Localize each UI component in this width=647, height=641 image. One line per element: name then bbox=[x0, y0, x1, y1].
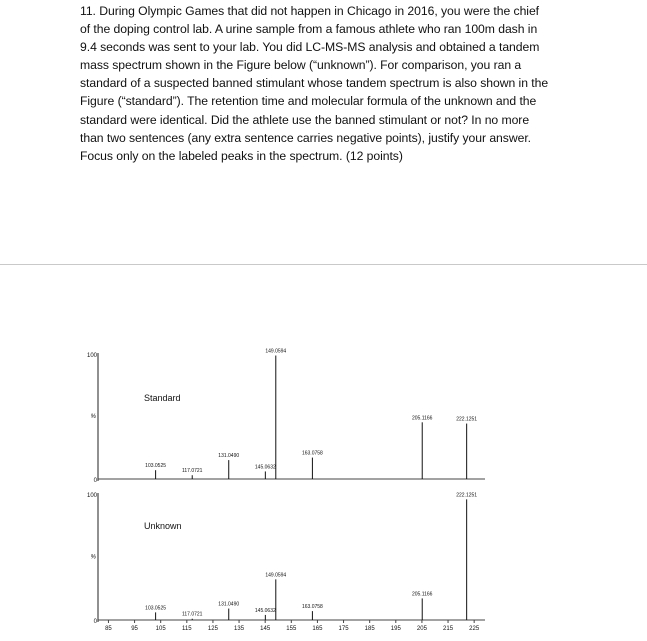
peak-label-standard-3: 145.0632 bbox=[254, 464, 276, 471]
panel-title-1: Unknown bbox=[144, 521, 182, 531]
x-tick-label-14: 225 bbox=[469, 626, 480, 632]
peak-label-standard-5: 163.0758 bbox=[301, 450, 323, 457]
x-tick-label-13: 215 bbox=[443, 626, 454, 632]
x-tick-label-8: 165 bbox=[312, 626, 323, 632]
peak-label-unknown-7: 222.1251 bbox=[456, 492, 478, 499]
peak-label-unknown-1: 117.0721 bbox=[181, 611, 203, 618]
x-tick-label-10: 185 bbox=[364, 626, 375, 632]
y-tick-0-1: 0 bbox=[93, 619, 97, 625]
peak-label-unknown-4: 149.0594 bbox=[265, 572, 287, 579]
peak-label-standard-6: 205.1166 bbox=[411, 415, 433, 422]
peak-label-unknown-6: 205.1166 bbox=[411, 591, 433, 598]
peak-label-unknown-0: 103.0525 bbox=[145, 605, 167, 612]
section-divider bbox=[0, 264, 647, 265]
x-tick-label-3: 115 bbox=[182, 626, 192, 632]
x-tick-label-6: 145 bbox=[260, 626, 271, 632]
x-tick-label-2: 105 bbox=[155, 626, 166, 632]
peak-label-unknown-5: 163.0758 bbox=[301, 604, 323, 611]
x-tick-label-9: 175 bbox=[338, 626, 349, 632]
y-tick-100-0: 100 bbox=[86, 353, 97, 359]
x-tick-label-7: 155 bbox=[286, 626, 297, 632]
peak-label-standard-7: 222.1251 bbox=[456, 416, 478, 423]
y-axis-label-1: % bbox=[90, 554, 96, 561]
y-tick-0-0: 0 bbox=[93, 478, 97, 484]
y-tick-100-1: 100 bbox=[86, 493, 97, 499]
x-tick-label-11: 195 bbox=[390, 626, 401, 632]
peak-label-standard-1: 117.0721 bbox=[181, 468, 203, 475]
x-tick-label-1: 95 bbox=[131, 626, 138, 632]
question-text: 11. During Olympic Games that did not happen in Chicago in 2016, you were the chief of the doping control lab. A urine sample from a famous athlete who ran 100m dash in 9.4 seconds was sent to your lab. You did LC-MS-MS analysis and obtained a tandem mass spectrum shown in the Figure below (“unknown”). For comparison, you ran a standard of a suspected banned stimulant whose tandem spectrum is also shown in the Figure (“standard”). The retention time and molecular formula of the unknown and the standard were identical. Did the athlete use the banned stimulant or not? In no more than two sentences (any extra sentence carries negative points), justify your answer. Focus only on the labeled peaks in the spectrum. (12 points) bbox=[80, 4, 549, 163]
x-tick-label-0: 85 bbox=[105, 626, 112, 632]
x-tick-label-4: 125 bbox=[207, 626, 218, 632]
y-axis-label-0: % bbox=[90, 414, 96, 420]
x-tick-label-12: 205 bbox=[416, 626, 427, 632]
x-tick-label-5: 135 bbox=[234, 626, 245, 632]
peak-label-standard-4: 149.0594 bbox=[265, 348, 287, 355]
peak-label-unknown-2: 131.0490 bbox=[218, 601, 240, 608]
mass-spectra-chart bbox=[0, 330, 647, 641]
peak-label-standard-2: 131.0490 bbox=[218, 453, 240, 460]
peak-label-standard-0: 103.0525 bbox=[145, 463, 167, 470]
peak-label-unknown-3: 145.0632 bbox=[254, 607, 276, 614]
panel-title-0: Standard bbox=[144, 393, 181, 403]
